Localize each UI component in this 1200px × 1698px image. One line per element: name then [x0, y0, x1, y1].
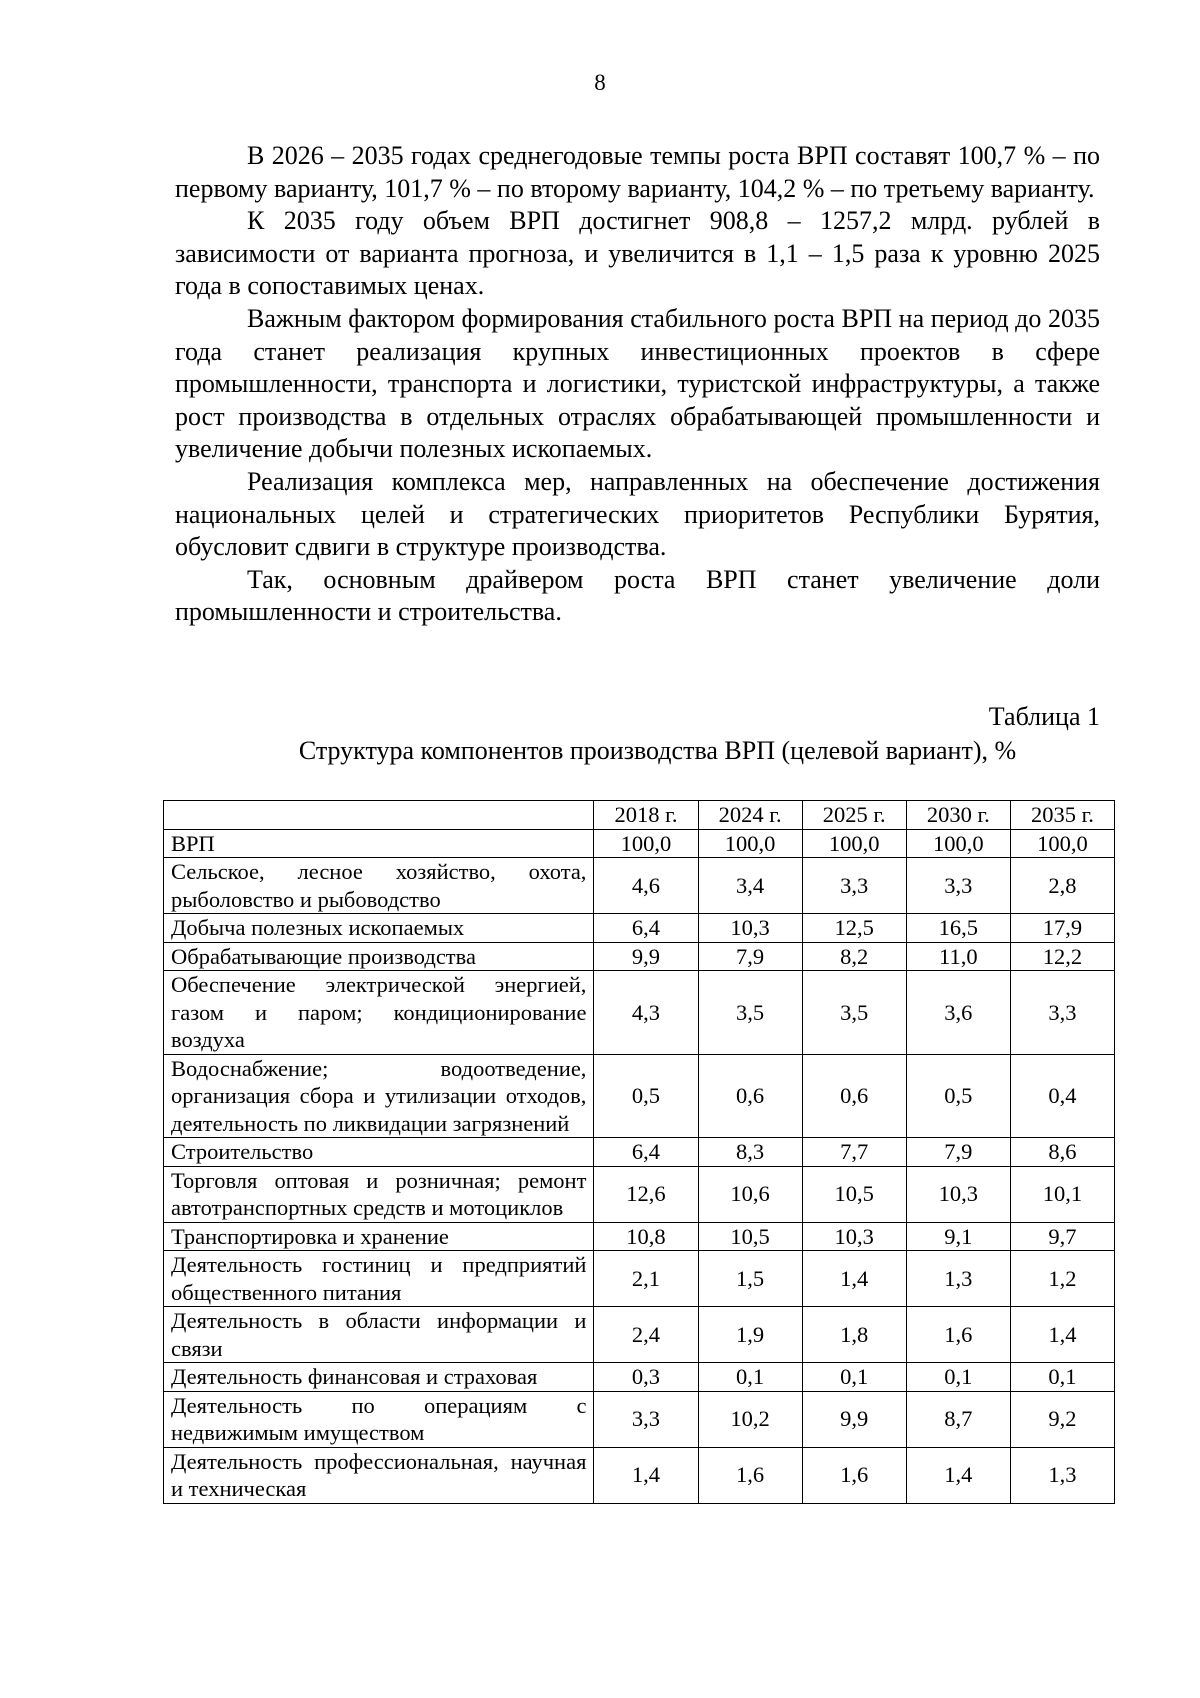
- value-cell: 100,0: [802, 829, 906, 858]
- value-cell: 0,1: [906, 1363, 1010, 1392]
- value-cell: 0,1: [698, 1363, 802, 1392]
- header-cell-year: 2018 г.: [594, 801, 698, 830]
- value-cell: 12,2: [1010, 942, 1114, 971]
- header-cell-year: 2030 г.: [906, 801, 1010, 830]
- value-cell: 0,5: [594, 1054, 698, 1138]
- row-label: Деятельность гостиниц и предприятий общественного питания: [164, 1251, 594, 1307]
- value-cell: 4,6: [594, 858, 698, 914]
- value-cell: 12,5: [802, 914, 906, 943]
- table-body: [164, 829, 1115, 1503]
- value-cell: 4,3: [594, 971, 698, 1055]
- value-cell: 1,9: [698, 1307, 802, 1363]
- row-label: Деятельность в области информации и связи: [164, 1307, 594, 1363]
- row-label: Деятельность финансовая и страховая: [164, 1363, 594, 1392]
- value-cell: 3,3: [906, 858, 1010, 914]
- table-header-row: [164, 801, 1115, 830]
- row-label: Обрабатывающие производства: [164, 942, 594, 971]
- table-row: [164, 1307, 1115, 1363]
- row-label: Водоснабжение; водоотведение, организация сбора и утилизации отходов, деятельность по ликвидации загрязнений: [164, 1054, 594, 1138]
- value-cell: 0,6: [698, 1054, 802, 1138]
- value-cell: 10,8: [594, 1222, 698, 1251]
- value-cell: 3,4: [698, 858, 802, 914]
- table-label: Таблица 1: [988, 702, 1100, 731]
- value-cell: 0,5: [906, 1054, 1010, 1138]
- value-cell: 10,3: [698, 914, 802, 943]
- value-cell: 8,6: [1010, 1138, 1114, 1167]
- value-cell: 0,1: [802, 1363, 906, 1392]
- table-caption: [175, 700, 1100, 768]
- value-cell: 10,3: [906, 1166, 1010, 1222]
- value-cell: 100,0: [906, 829, 1010, 858]
- row-label: Транспортировка и хранение: [164, 1222, 594, 1251]
- value-cell: 0,6: [802, 1054, 906, 1138]
- value-cell: 2,4: [594, 1307, 698, 1363]
- value-cell: 10,1: [1010, 1166, 1114, 1222]
- value-cell: 100,0: [1010, 829, 1114, 858]
- value-cell: 1,4: [906, 1447, 1010, 1503]
- value-cell: 8,2: [802, 942, 906, 971]
- table-row: [164, 942, 1115, 971]
- table-row: [164, 1251, 1115, 1307]
- vrp-structure-table: [163, 800, 1115, 1504]
- value-cell: 1,2: [1010, 1251, 1114, 1307]
- table-row: [164, 1391, 1115, 1447]
- value-cell: 6,4: [594, 1138, 698, 1167]
- value-cell: 11,0: [906, 942, 1010, 971]
- value-cell: 1,4: [802, 1251, 906, 1307]
- paragraph: Реализация комплекса мер, направленных на обеспечение достижения национальных целей и стратегических приоритетов Республики Бурятия, обусловит сдвиги в структуре производства.: [175, 466, 1100, 562]
- value-cell: 3,3: [1010, 971, 1114, 1055]
- row-label: Торговля оптовая и розничная; ремонт автотранспортных средств и мотоциклов: [164, 1166, 594, 1222]
- value-cell: 7,9: [906, 1138, 1010, 1167]
- value-cell: 1,4: [1010, 1307, 1114, 1363]
- value-cell: 3,6: [906, 971, 1010, 1055]
- value-cell: 1,6: [906, 1307, 1010, 1363]
- page-number: 8: [594, 70, 606, 95]
- value-cell: 17,9: [1010, 914, 1114, 943]
- value-cell: 9,2: [1010, 1391, 1114, 1447]
- value-cell: 2,8: [1010, 858, 1114, 914]
- value-cell: 7,7: [802, 1138, 906, 1167]
- row-label: Деятельность по операциям с недвижимым имуществом: [164, 1391, 594, 1447]
- row-label: Обеспечение электрической энергией, газом и паром; кондиционирование воздуха: [164, 971, 594, 1055]
- table-title: Структура компонентов производства ВРП (целевой вариант), %: [298, 736, 1017, 765]
- body-text: [175, 140, 1100, 629]
- table-row: [164, 1138, 1115, 1167]
- value-cell: 10,5: [802, 1166, 906, 1222]
- value-cell: 1,3: [1010, 1447, 1114, 1503]
- header-cell-year: 2024 г.: [698, 801, 802, 830]
- paragraph: В 2026 – 2035 годах среднегодовые темпы роста ВРП составят 100,7 % – по первому варианту, 101,7 % – по второму варианту, 104,2 % – по третьему варианту.: [175, 141, 1100, 203]
- table-row: [164, 1054, 1115, 1138]
- value-cell: 9,7: [1010, 1222, 1114, 1251]
- value-cell: 1,4: [594, 1447, 698, 1503]
- value-cell: 100,0: [594, 829, 698, 858]
- row-label: Добыча полезных ископаемых: [164, 914, 594, 943]
- value-cell: 9,9: [802, 1391, 906, 1447]
- value-cell: 3,3: [802, 858, 906, 914]
- value-cell: 8,7: [906, 1391, 1010, 1447]
- table-row: [164, 858, 1115, 914]
- value-cell: 3,5: [802, 971, 906, 1055]
- row-label: Деятельность профессиональная, научная и техническая: [164, 1447, 594, 1503]
- value-cell: 1,6: [802, 1447, 906, 1503]
- value-cell: 10,6: [698, 1166, 802, 1222]
- table-row: [164, 1447, 1115, 1503]
- value-cell: 1,8: [802, 1307, 906, 1363]
- table-row: [164, 1222, 1115, 1251]
- value-cell: 12,6: [594, 1166, 698, 1222]
- value-cell: 10,2: [698, 1391, 802, 1447]
- value-cell: 0,4: [1010, 1054, 1114, 1138]
- value-cell: 1,3: [906, 1251, 1010, 1307]
- table-row: [164, 914, 1115, 943]
- value-cell: 9,1: [906, 1222, 1010, 1251]
- row-label: ВРП: [164, 829, 594, 858]
- value-cell: 16,5: [906, 914, 1010, 943]
- paragraph: К 2035 году объем ВРП достигнет 908,8 – 1257,2 млрд. рублей в зависимости от варианта прогноза, и увеличится в 1,1 – 1,5 раза к уровню 2025 года в сопоставимых ценах.: [175, 206, 1100, 301]
- value-cell: 8,3: [698, 1138, 802, 1167]
- value-cell: 3,3: [594, 1391, 698, 1447]
- header-cell-year: 2025 г.: [802, 801, 906, 830]
- paragraph: Так, основным драйвером роста ВРП станет увеличение доли промышленности и строительства.: [175, 564, 1100, 627]
- row-label: Сельское, лесное хозяйство, охота, рыболовство и рыбоводство: [164, 858, 594, 914]
- value-cell: 10,3: [802, 1222, 906, 1251]
- value-cell: 1,5: [698, 1251, 802, 1307]
- value-cell: 100,0: [698, 829, 802, 858]
- value-cell: 1,6: [698, 1447, 802, 1503]
- paragraph: Важным фактором формирования стабильного роста ВРП на период до 2035 года станет реализация крупных инвестиционных проектов в сфере промышленности, транспорта и логистики, туристской инфраструктуры, а также рост производства в отдельных отраслях обрабатывающей промышленности и увеличение добычи полезных ископаемых.: [175, 303, 1100, 464]
- header-cell-blank: [164, 801, 594, 830]
- value-cell: 10,5: [698, 1222, 802, 1251]
- table-row: [164, 1363, 1115, 1392]
- table-row: [164, 829, 1115, 858]
- value-cell: 0,1: [1010, 1363, 1114, 1392]
- header-cell-year: 2035 г.: [1010, 801, 1114, 830]
- value-cell: 6,4: [594, 914, 698, 943]
- value-cell: 0,3: [594, 1363, 698, 1392]
- table-row: [164, 1166, 1115, 1222]
- row-label: Строительство: [164, 1138, 594, 1167]
- value-cell: 7,9: [698, 942, 802, 971]
- table-row: [164, 971, 1115, 1055]
- value-cell: 3,5: [698, 971, 802, 1055]
- value-cell: 9,9: [594, 942, 698, 971]
- value-cell: 2,1: [594, 1251, 698, 1307]
